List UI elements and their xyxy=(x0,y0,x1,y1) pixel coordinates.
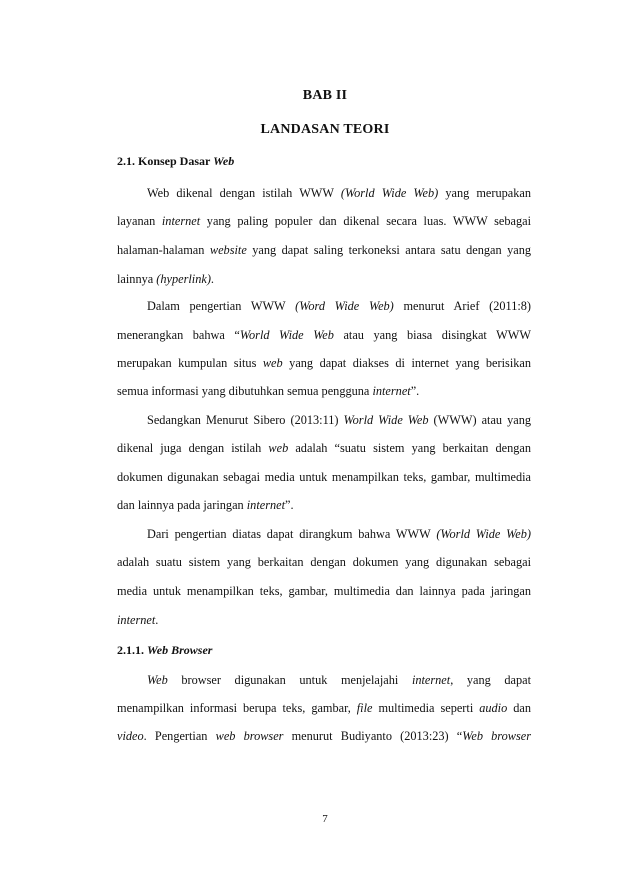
italic-term: web xyxy=(262,356,283,370)
text-run: lainnya xyxy=(117,272,157,286)
section-number: 2.1. Konsep Dasar xyxy=(117,154,214,168)
text-run: yang dapat diakses di internet yang berisikan xyxy=(282,356,531,370)
text-run: multimedia seperti xyxy=(372,701,480,715)
text-run: ”. xyxy=(410,384,420,398)
section-term: Web xyxy=(213,154,235,168)
text-run: Web dikenal dengan istilah WWW xyxy=(147,186,341,200)
text-run: merupakan kumpulan situs xyxy=(117,356,263,370)
text-run: menurut Arief (2011:8) xyxy=(393,299,531,313)
section-term: Web Browser xyxy=(147,643,213,657)
paragraph-line xyxy=(117,469,531,485)
paragraph-line xyxy=(117,583,531,599)
text-run: (WWW) atau yang xyxy=(428,413,531,427)
section-number: 2.1.1. xyxy=(117,643,147,657)
text-run: ”. xyxy=(285,498,294,512)
text-run: adalah “suatu sistem yang berkaitan dengan xyxy=(288,441,531,455)
paragraph-line xyxy=(117,700,531,716)
italic-term: video xyxy=(117,729,144,743)
paragraph-line xyxy=(147,185,531,201)
paragraph-line xyxy=(117,355,531,371)
italic-term: website xyxy=(209,243,247,257)
text-run: yang dapat saling terkoneksi antara satu dengan yang xyxy=(246,243,531,257)
italic-term: Web xyxy=(147,673,168,687)
italic-term: web xyxy=(268,441,289,455)
text-run: menampilkan informasi berupa teks, gambar, xyxy=(117,701,357,715)
italic-term: (World Wide Web) xyxy=(436,527,531,541)
italic-term: internet xyxy=(161,214,201,228)
text-run: . xyxy=(155,613,159,627)
paragraph-line xyxy=(117,497,531,513)
italic-term: internet xyxy=(411,673,451,687)
text-run: , yang dapat xyxy=(450,673,531,687)
italic-term: World Wide Web xyxy=(343,413,429,427)
paragraph-line xyxy=(117,612,531,628)
italic-term: audio xyxy=(479,701,508,715)
text-run: media untuk menampilkan teks, gambar, multimedia dan lainnya pada jaringan xyxy=(117,584,531,598)
italic-term: (Word Wide Web) xyxy=(295,299,394,313)
paragraph-line xyxy=(147,526,531,542)
text-run: menerangkan bahwa “ xyxy=(117,328,240,342)
italic-term: web browser xyxy=(215,729,284,743)
italic-term: internet xyxy=(372,384,411,398)
section-heading-2-1 xyxy=(117,154,234,169)
text-run: . Pengertian xyxy=(143,729,216,743)
paragraph-line xyxy=(147,412,531,428)
section-heading-2-1-1 xyxy=(117,643,212,658)
page-number: 7 xyxy=(322,813,328,825)
italic-term: file xyxy=(356,701,373,715)
italic-term: internet xyxy=(117,613,156,627)
text-run: menurut Budiyanto (2013:23) “ xyxy=(283,729,463,743)
italic-term: World Wide Web xyxy=(239,328,334,342)
paragraph-line xyxy=(117,271,531,287)
text-run: dikenal juga dengan istilah xyxy=(117,441,269,455)
paragraph-line xyxy=(117,242,531,258)
paragraph-line xyxy=(117,440,531,456)
paragraph-line xyxy=(117,213,531,229)
italic-term: internet xyxy=(246,498,285,512)
paragraph-line xyxy=(147,298,531,314)
italic-term: (hyperlink) xyxy=(156,272,211,286)
text-run: halaman-halaman xyxy=(117,243,210,257)
text-run: Dalam pengertian WWW xyxy=(147,299,296,313)
text-run: dokumen digunakan sebagai media untuk menampilkan teks, gambar, multimedia xyxy=(117,470,531,484)
text-run: semua informasi yang dibutuhkan semua pengguna xyxy=(117,384,373,398)
text-run: browser digunakan untuk menjelajahi xyxy=(167,673,412,687)
text-run: dan xyxy=(507,701,531,715)
text-run: Dari pengertian diatas dapat dirangkum bahwa WWW xyxy=(147,527,437,541)
chapter-title: LANDASAN TEORI xyxy=(260,122,390,137)
paragraph-line xyxy=(147,672,531,688)
paragraph-line xyxy=(117,554,531,570)
italic-term: (World Wide Web) xyxy=(340,186,439,200)
text-run: yang paling populer dan dikenal secara luas. WWW sebagai xyxy=(200,214,531,228)
text-run: . xyxy=(210,272,214,286)
text-run: adalah suatu sistem yang berkaitan dengan dokumen yang digunakan sebagai xyxy=(117,555,531,569)
text-run: yang merupakan xyxy=(438,186,531,200)
text-run: dan lainnya pada jaringan xyxy=(117,498,247,512)
text-run: layanan xyxy=(117,214,162,228)
paragraph-line xyxy=(117,728,531,744)
text-run: atau yang biasa disingkat WWW xyxy=(333,328,531,342)
text-run: Sedangkan Menurut Sibero (2013:11) xyxy=(147,413,344,427)
chapter-heading: BAB II xyxy=(302,88,348,103)
paragraph-line xyxy=(117,327,531,343)
paragraph-line xyxy=(117,383,531,399)
italic-term: Web browser xyxy=(462,729,532,743)
